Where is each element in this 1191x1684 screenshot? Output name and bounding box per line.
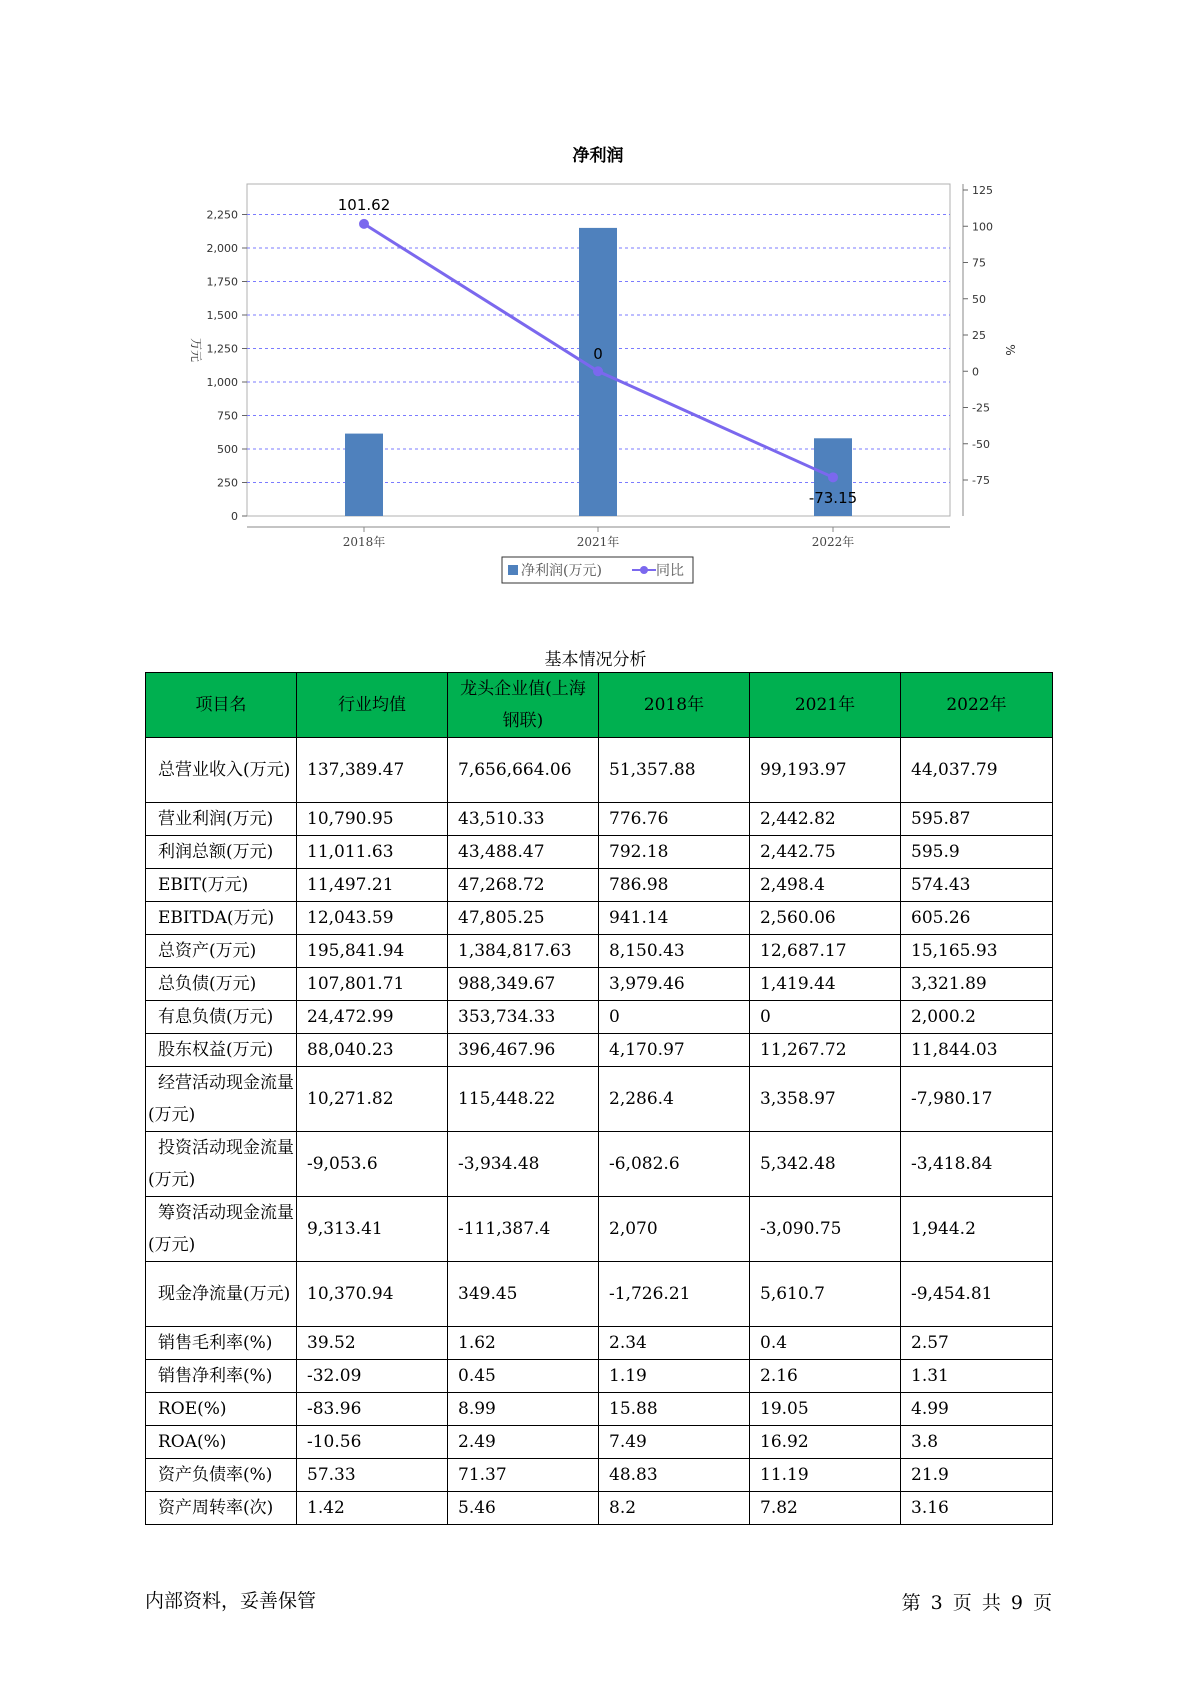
value-cell: -6,082.6 bbox=[599, 1132, 750, 1197]
value-cell: 195,841.94 bbox=[297, 935, 448, 968]
table-row bbox=[146, 1197, 1053, 1262]
value-cell: 12,043.59 bbox=[297, 902, 448, 935]
y2-tick-label: -75 bbox=[972, 474, 990, 487]
value-cell: 1.42 bbox=[297, 1492, 448, 1525]
value-cell: 574.43 bbox=[901, 869, 1053, 902]
value-cell: -3,934.48 bbox=[448, 1132, 599, 1197]
table-row bbox=[146, 836, 1053, 869]
row-label-cell: 现金净流量(万元) bbox=[146, 1262, 297, 1327]
value-cell: 2.16 bbox=[750, 1360, 901, 1393]
row-label-cell: 营业利润(万元) bbox=[146, 803, 297, 836]
value-cell: 1.62 bbox=[448, 1327, 599, 1360]
value-cell: 11,497.21 bbox=[297, 869, 448, 902]
table-row bbox=[146, 1360, 1053, 1393]
value-cell: 3.16 bbox=[901, 1492, 1053, 1525]
row-label-cell: EBIT(万元) bbox=[146, 869, 297, 902]
value-cell: 1,944.2 bbox=[901, 1197, 1053, 1262]
value-cell: -9,454.81 bbox=[901, 1262, 1053, 1327]
legend-line-marker bbox=[640, 566, 648, 574]
value-cell: 1,419.44 bbox=[750, 968, 901, 1001]
value-cell: 7.82 bbox=[750, 1492, 901, 1525]
value-cell: 51,357.88 bbox=[599, 738, 750, 803]
value-cell: 48.83 bbox=[599, 1459, 750, 1492]
value-cell: -1,726.21 bbox=[599, 1262, 750, 1327]
table-body bbox=[146, 738, 1053, 1525]
value-cell: 11,011.63 bbox=[297, 836, 448, 869]
table-row bbox=[146, 1492, 1053, 1525]
legend-label-bar: 净利润(万元) bbox=[521, 563, 602, 579]
y2-tick-label: 125 bbox=[972, 184, 993, 197]
y-tick-label: 500 bbox=[217, 443, 238, 456]
y-tick-label: 1,750 bbox=[206, 275, 238, 289]
value-cell: 2,498.4 bbox=[750, 869, 901, 902]
value-cell: 0 bbox=[599, 1001, 750, 1034]
value-cell: -111,387.4 bbox=[448, 1197, 599, 1262]
value-cell: 5,610.7 bbox=[750, 1262, 901, 1327]
row-label-cell: ROE(%) bbox=[146, 1393, 297, 1426]
data-label: 101.62 bbox=[337, 196, 391, 214]
value-cell: -7,980.17 bbox=[901, 1067, 1053, 1132]
value-cell: 10,370.94 bbox=[297, 1262, 448, 1327]
net-profit-chart bbox=[0, 0, 1191, 600]
table-row bbox=[146, 1327, 1053, 1360]
table-header-cell: 项目名 bbox=[146, 673, 297, 738]
value-cell: 47,805.25 bbox=[448, 902, 599, 935]
footer-confidential-note: 内部资料，妥善保管 bbox=[145, 1590, 317, 1612]
value-cell: 4,170.97 bbox=[599, 1034, 750, 1067]
value-cell: 5.46 bbox=[448, 1492, 599, 1525]
table-row bbox=[146, 738, 1053, 803]
value-cell: -32.09 bbox=[297, 1360, 448, 1393]
table-header-cell: 2018年 bbox=[599, 673, 750, 738]
y-tick-label: 0 bbox=[231, 510, 238, 523]
value-cell: 16.92 bbox=[750, 1426, 901, 1459]
row-label-cell: 经营活动现金流量(万元) bbox=[146, 1067, 297, 1132]
value-cell: 11,267.72 bbox=[750, 1034, 901, 1067]
y-tick-label: 750 bbox=[217, 409, 238, 423]
value-cell: 988,349.67 bbox=[448, 968, 599, 1001]
analysis-table bbox=[145, 672, 1053, 1525]
value-cell: 792.18 bbox=[599, 836, 750, 869]
value-cell: 19.05 bbox=[750, 1393, 901, 1426]
value-cell: 2.57 bbox=[901, 1327, 1053, 1360]
value-cell: -3,418.84 bbox=[901, 1132, 1053, 1197]
value-cell: 2.34 bbox=[599, 1327, 750, 1360]
table-row bbox=[146, 1393, 1053, 1426]
value-cell: 137,389.47 bbox=[297, 738, 448, 803]
value-cell: 71.37 bbox=[448, 1459, 599, 1492]
value-cell: 595.87 bbox=[901, 803, 1053, 836]
data-label: 0 bbox=[593, 345, 603, 363]
row-label-cell: 利润总额(万元) bbox=[146, 836, 297, 869]
table-header-row bbox=[146, 673, 1053, 738]
y-tick-label: 1,500 bbox=[206, 309, 238, 322]
value-cell: 11,844.03 bbox=[901, 1034, 1053, 1067]
value-cell: 786.98 bbox=[599, 869, 750, 902]
value-cell: 8.2 bbox=[599, 1492, 750, 1525]
y2-tick-label: -50 bbox=[972, 437, 990, 451]
row-label-cell: 资产周转率(次) bbox=[146, 1492, 297, 1525]
value-cell: 0.45 bbox=[448, 1360, 599, 1393]
value-cell: 5,342.48 bbox=[750, 1132, 901, 1197]
value-cell: 2,070 bbox=[599, 1197, 750, 1262]
table-row bbox=[146, 803, 1053, 836]
row-label-cell: EBITDA(万元) bbox=[146, 902, 297, 935]
row-label-cell: 股东权益(万元) bbox=[146, 1034, 297, 1067]
table-row bbox=[146, 1132, 1053, 1197]
row-label-cell: 投资活动现金流量(万元) bbox=[146, 1132, 297, 1197]
chart-title: 净利润 bbox=[572, 146, 624, 166]
value-cell: 605.26 bbox=[901, 902, 1053, 935]
value-cell: 47,268.72 bbox=[448, 869, 599, 902]
line-point bbox=[359, 219, 369, 229]
value-cell: 21.9 bbox=[901, 1459, 1053, 1492]
x-tick-label: 2018年 bbox=[342, 535, 386, 549]
value-cell: 2.49 bbox=[448, 1426, 599, 1459]
value-cell: 10,271.82 bbox=[297, 1067, 448, 1132]
row-label-cell: 资产负债率(%) bbox=[146, 1459, 297, 1492]
value-cell: -83.96 bbox=[297, 1393, 448, 1426]
value-cell: 8,150.43 bbox=[599, 935, 750, 968]
line-point bbox=[593, 366, 603, 376]
value-cell: 115,448.22 bbox=[448, 1067, 599, 1132]
value-cell: 7.49 bbox=[599, 1426, 750, 1459]
value-cell: 15.88 bbox=[599, 1393, 750, 1426]
row-label-cell: 有息负债(万元) bbox=[146, 1001, 297, 1034]
value-cell: 4.99 bbox=[901, 1393, 1053, 1426]
row-label-cell: 销售净利率(%) bbox=[146, 1360, 297, 1393]
table-header-cell: 2022年 bbox=[901, 673, 1053, 738]
table-header-cell: 龙头企业值(上海钢联) bbox=[448, 673, 599, 738]
value-cell: 1,384,817.63 bbox=[448, 935, 599, 968]
value-cell: 776.76 bbox=[599, 803, 750, 836]
value-cell: 2,442.75 bbox=[750, 836, 901, 869]
row-label-cell: 销售毛利率(%) bbox=[146, 1327, 297, 1360]
table-header-cell: 2021年 bbox=[750, 673, 901, 738]
table-row bbox=[146, 869, 1053, 902]
y2-tick-label: 50 bbox=[972, 292, 986, 306]
y-tick-label: 250 bbox=[217, 476, 238, 490]
value-cell: 39.52 bbox=[297, 1327, 448, 1360]
y2-tick-label: 100 bbox=[972, 220, 993, 234]
value-cell: 15,165.93 bbox=[901, 935, 1053, 968]
value-cell: 10,790.95 bbox=[297, 803, 448, 836]
table-row bbox=[146, 1034, 1053, 1067]
row-label-cell: 筹资活动现金流量(万元) bbox=[146, 1197, 297, 1262]
value-cell: 88,040.23 bbox=[297, 1034, 448, 1067]
table-row bbox=[146, 1001, 1053, 1034]
value-cell: 595.9 bbox=[901, 836, 1053, 869]
value-cell: 43,510.33 bbox=[448, 803, 599, 836]
value-cell: 0.4 bbox=[750, 1327, 901, 1360]
value-cell: 107,801.71 bbox=[297, 968, 448, 1001]
row-label-cell: ROA(%) bbox=[146, 1426, 297, 1459]
value-cell: 3,321.89 bbox=[901, 968, 1053, 1001]
table-row bbox=[146, 935, 1053, 968]
value-cell: 99,193.97 bbox=[750, 738, 901, 803]
value-cell: 7,656,664.06 bbox=[448, 738, 599, 803]
row-label-cell: 总资产(万元) bbox=[146, 935, 297, 968]
value-cell: 2,560.06 bbox=[750, 902, 901, 935]
value-cell: 941.14 bbox=[599, 902, 750, 935]
value-cell: 2,286.4 bbox=[599, 1067, 750, 1132]
value-cell: 3,358.97 bbox=[750, 1067, 901, 1132]
table-row bbox=[146, 1459, 1053, 1492]
bar bbox=[345, 434, 383, 516]
row-label-cell: 总负债(万元) bbox=[146, 968, 297, 1001]
value-cell: -9,053.6 bbox=[297, 1132, 448, 1197]
value-cell: -3,090.75 bbox=[750, 1197, 901, 1262]
y2-axis-title: % bbox=[1003, 344, 1017, 356]
row-label-cell: 总营业收入(万元) bbox=[146, 738, 297, 803]
y2-tick-label: 0 bbox=[972, 365, 979, 379]
legend-bar-swatch bbox=[508, 565, 518, 575]
value-cell: 12,687.17 bbox=[750, 935, 901, 968]
y-tick-label: 2,000 bbox=[206, 242, 238, 255]
value-cell: 24,472.99 bbox=[297, 1001, 448, 1034]
footer-page-number: 第 3 页 共 9 页 bbox=[901, 1592, 1052, 1614]
value-cell: -10.56 bbox=[297, 1426, 448, 1459]
value-cell: 396,467.96 bbox=[448, 1034, 599, 1067]
x-tick-label: 2022年 bbox=[811, 535, 855, 549]
chart-svg bbox=[0, 0, 1191, 600]
table-row bbox=[146, 1426, 1053, 1459]
y-axis-title: 万元 bbox=[189, 337, 203, 363]
value-cell: 0 bbox=[750, 1001, 901, 1034]
value-cell: 57.33 bbox=[297, 1459, 448, 1492]
table-row bbox=[146, 1262, 1053, 1327]
table-row bbox=[146, 902, 1053, 935]
table-header-cell: 行业均值 bbox=[297, 673, 448, 738]
value-cell: 3.8 bbox=[901, 1426, 1053, 1459]
value-cell: 43,488.47 bbox=[448, 836, 599, 869]
y2-tick-label: 25 bbox=[972, 329, 986, 342]
value-cell: 349.45 bbox=[448, 1262, 599, 1327]
value-cell: 44,037.79 bbox=[901, 738, 1053, 803]
x-tick-label: 2021年 bbox=[576, 535, 620, 549]
table-caption: 基本情况分析 bbox=[544, 650, 647, 670]
table-row bbox=[146, 968, 1053, 1001]
value-cell: 353,734.33 bbox=[448, 1001, 599, 1034]
value-cell: 2,442.82 bbox=[750, 803, 901, 836]
value-cell: 9,313.41 bbox=[297, 1197, 448, 1262]
y-tick-label: 1,250 bbox=[206, 342, 238, 356]
y2-tick-label: 75 bbox=[972, 256, 986, 270]
value-cell: 8.99 bbox=[448, 1393, 599, 1426]
y-tick-label: 1,000 bbox=[206, 376, 238, 389]
legend-label-line: 同比 bbox=[656, 563, 684, 579]
y-tick-label: 2,250 bbox=[206, 208, 238, 222]
value-cell: 11.19 bbox=[750, 1459, 901, 1492]
data-label: -73.15 bbox=[808, 489, 858, 507]
value-cell: 2,000.2 bbox=[901, 1001, 1053, 1034]
value-cell: 3,979.46 bbox=[599, 968, 750, 1001]
table-row bbox=[146, 1067, 1053, 1132]
y2-tick-label: -25 bbox=[972, 401, 990, 415]
value-cell: 1.31 bbox=[901, 1360, 1053, 1393]
line-point bbox=[828, 472, 838, 482]
value-cell: 1.19 bbox=[599, 1360, 750, 1393]
